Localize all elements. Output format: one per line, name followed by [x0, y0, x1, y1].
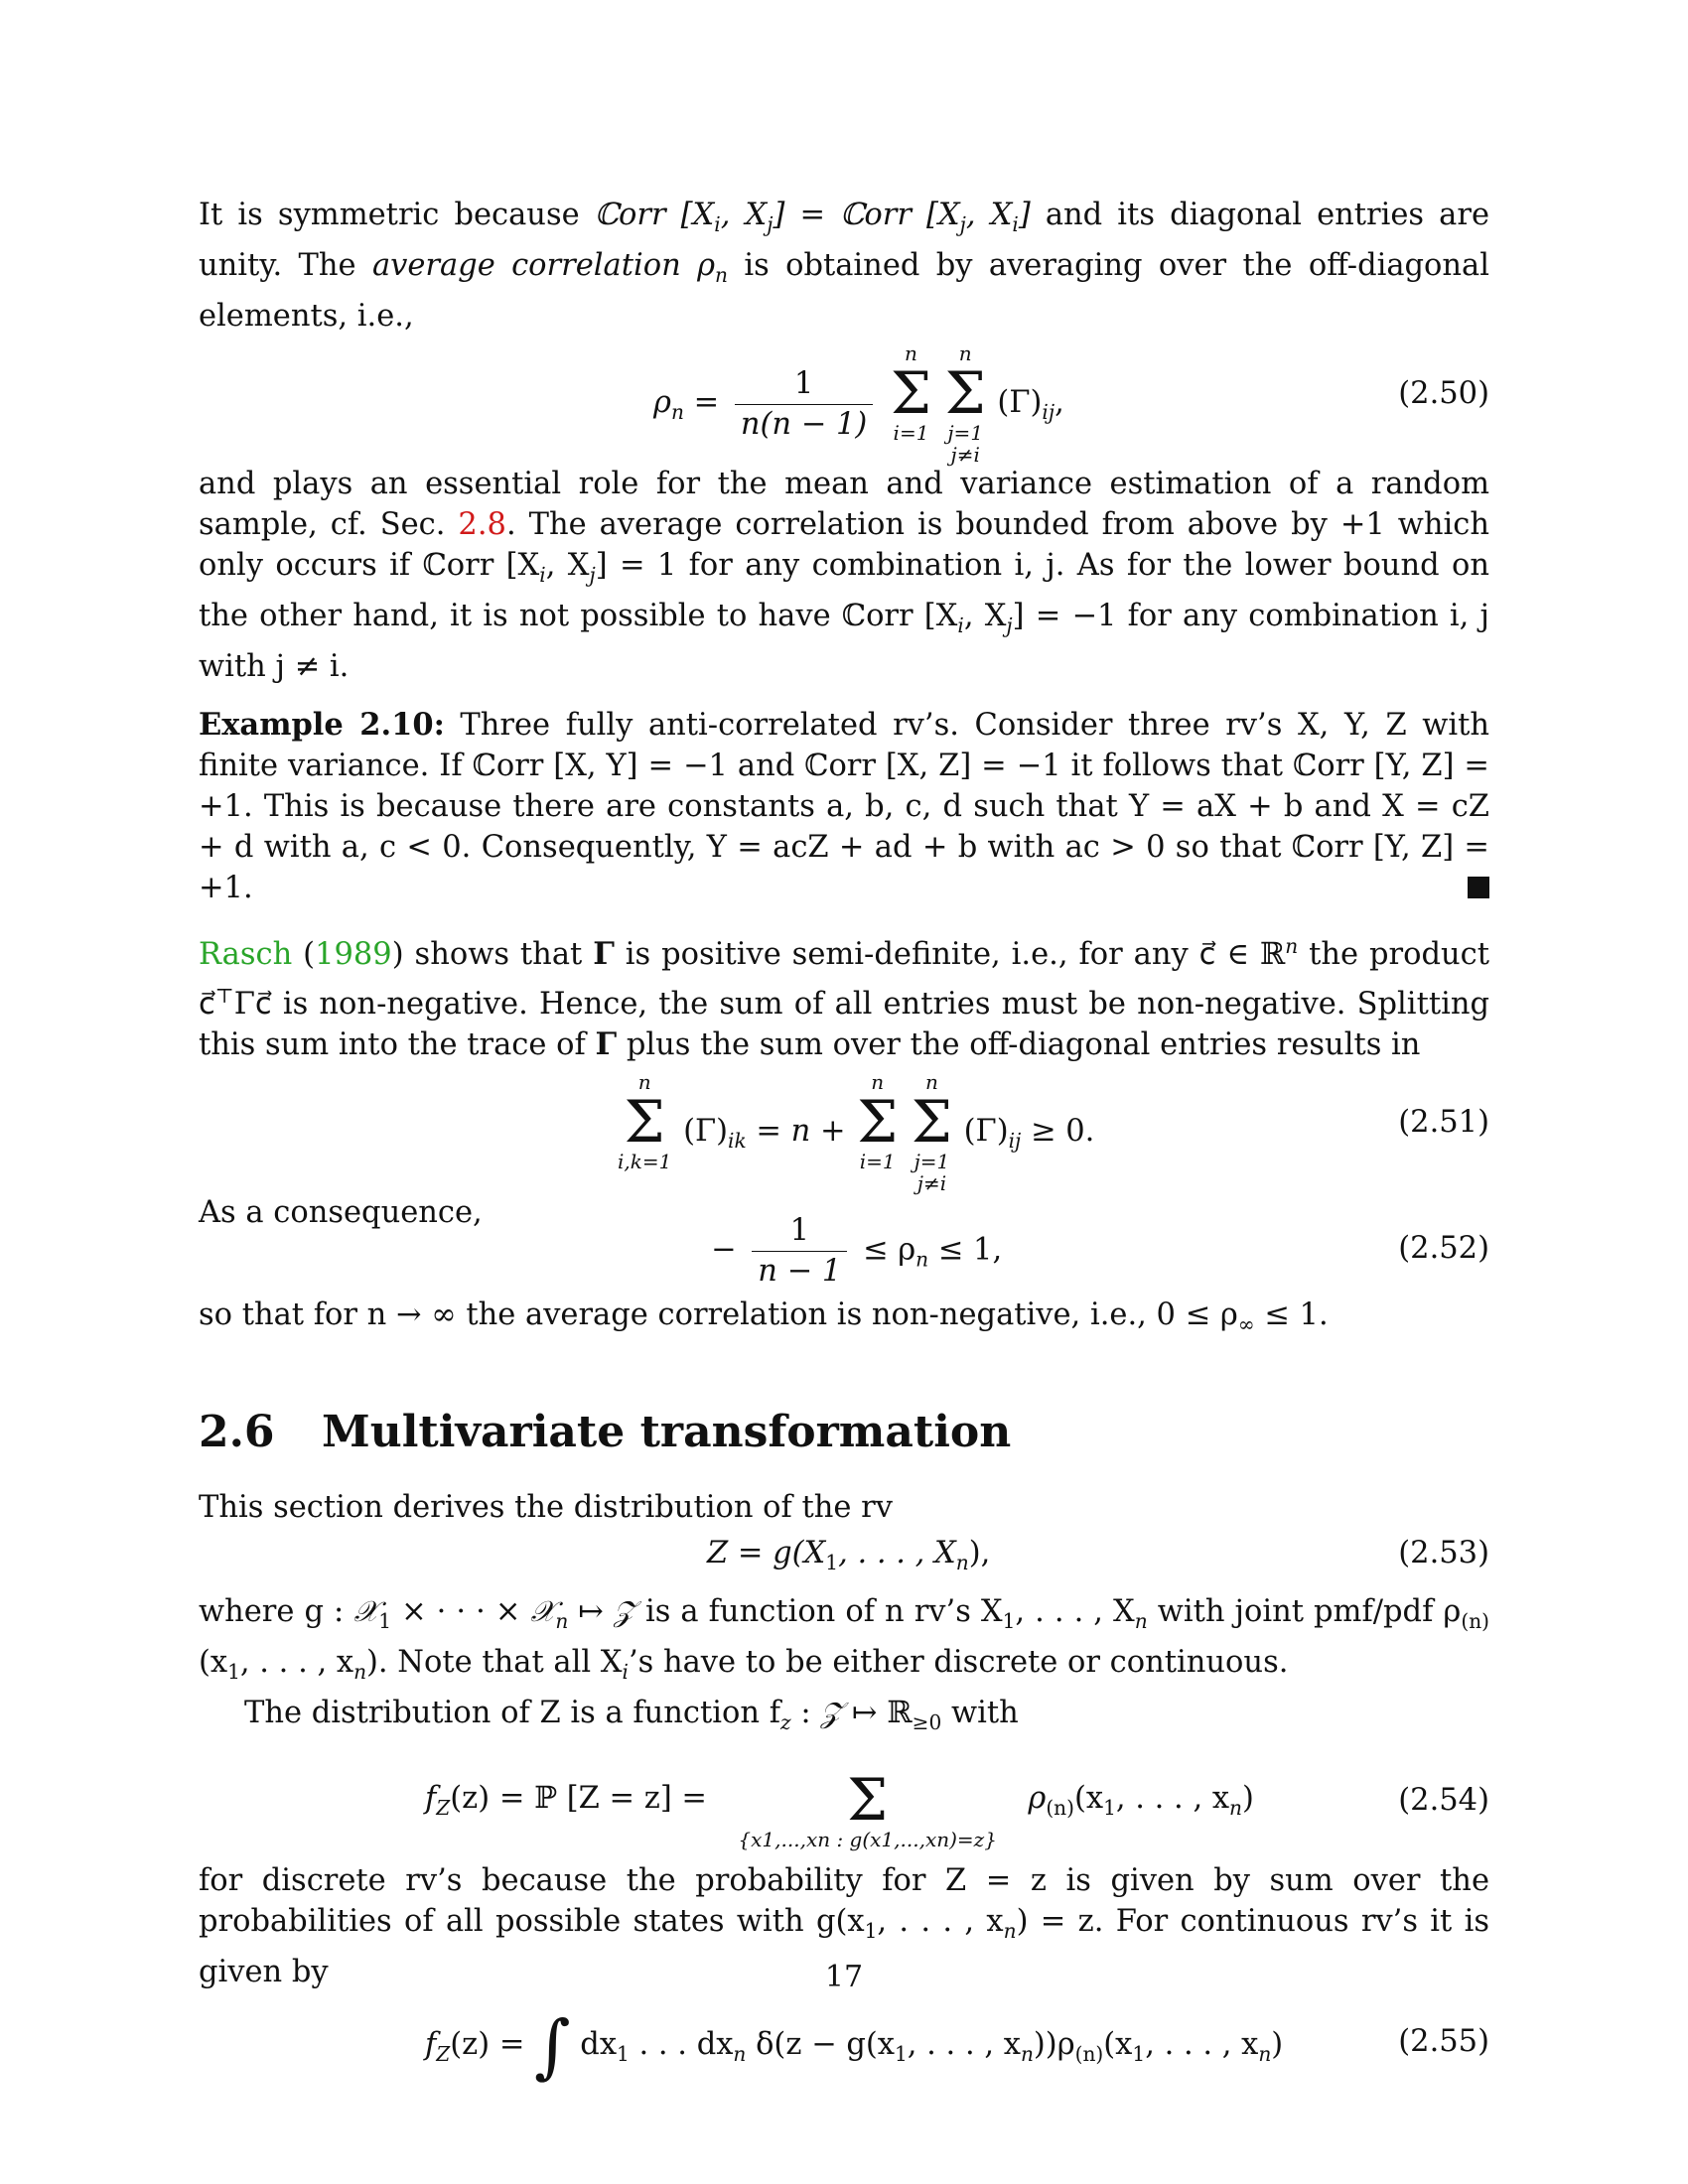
- paragraph-consequence: As a consequence,: [199, 1194, 483, 1230]
- citation-year-link[interactable]: 1989: [315, 937, 392, 973]
- section-heading: 2.6 Multivariate transformation: [199, 1406, 1012, 1457]
- paragraph-symmetric: It is symmetric because ℂorr [$X_i$, $X_j$] = ℂorr [$X_j$, $X_i$] and its diagonal entries are unity. The average correlation $\rho_n$ is obtained by averaging over the off-diagonal elements, i.e.,: [199, 198, 1489, 335]
- paragraph-section-intro: This section derives the distribution of the rv: [199, 1489, 893, 1525]
- page-number: 17: [824, 1960, 864, 1994]
- section-link[interactable]: 2.8: [458, 507, 506, 543]
- example-2-10: Example 2.10: Three fully anti-correlated rv’s. Consider three rv’s X, Y, Z with finite variance. If ℂorr [X, Y] = −1 and ℂorr [X, Z] = −1 it follows that ℂorr [Y, Z] = +1. This is because there are constants a, b, c, d such that Y = aX + b and X = cZ + d with a, c < 0. Consequently, Y = acZ + ad + b with ac > 0 so that ℂorr [Y, Z] = +1.: [199, 707, 1489, 906]
- equation-number: (2.53): [1398, 1535, 1489, 1570]
- qed-square: [1468, 877, 1489, 898]
- paragraph-rasch: Rasch (1989) shows that Γ is positive semi-definite, i.e., for any c⃗ ∈ ℝ$^n$ the product c⃗⊤Γc⃗ is non-negative. Hence, the sum of all entries must be non-negative. Splitting this sum into the trace of Γ plus the sum over the off-diagonal entries results in: [199, 934, 1489, 1062]
- equation-number: (2.54): [1398, 1783, 1489, 1819]
- paragraph-limit: so that for n → ∞ the average correlation is non-negative, i.e., $0 \le \rho_\infty \le 1$.: [199, 1297, 1329, 1336]
- equation-number: (2.52): [1398, 1230, 1489, 1266]
- equation-number: (2.55): [1398, 2024, 1489, 2060]
- page-content: [199, 195, 1489, 2102]
- equation-2-50: $\rho_n$ = $\frac{1}{n(n - 1)}$ n Σ i=1 n Σ j=1 j≠i $(\Gamma)_{ij}$, (2.50): [653, 341, 1489, 468]
- equation-2-55: $f_Z(z)$ = ∫ $dx_1$ . . . $dx_n$ $\delta(z - g(x_1$, . . . , $x_n))\rho_{(n)}(x_1$, . . . , $x_n$) (2.55): [425, 2005, 1489, 2088]
- equation-number: (2.50): [1398, 376, 1489, 412]
- equation-2-51: n Σ i,k=1 $(\Gamma)_{ik} = n$ + n Σ i=1 n Σ j=1 j≠i $(\Gamma)_{ij} \ge 0$. (2.51): [618, 1069, 1489, 1195]
- paragraph-discrete: for discrete rv’s because the probability for Z = z is given by sum over the probabilities of all possible states with $g(x_1$, . . . , $x_n) = z$. For continuous rv’s it is given by: [199, 1863, 1490, 1990]
- equation-number: (2.51): [1398, 1104, 1489, 1140]
- paragraph-function-definition: where g : 𝒳$_1$ × · · · × 𝒳$_n$ ↦ 𝒵 is a function of n rv’s $X_1$, . . . , $X_n$ with joint pmf/pdf $\rho_{(n)}(x_1$, . . . , $x_n$). Note that all $X_i’s$ have to be either discrete or continuous.: [199, 1593, 1489, 1684]
- equation-2-54: $f_Z(z)$ = ℙ [Z = z] = Σ {x1,...,xn : g(x1,...,xn)=z} $\rho_{(n)}(x_1$, . . . , $x_n$) (2.54): [425, 1766, 1489, 1852]
- paragraph-average-correlation: and plays an essential role for the mean and variance estimation of a random sample, cf. Sec. 2.8. The average correlation is bounded from above by +1 which only occurs if ℂorr [$X_i$, $X_j] = 1$ for any combination i, j. As for the lower bound on the other hand, it is not possible to have ℂorr [$X_i$, $X_j] = -1$ for any combination i, j with j ≠ i.: [199, 467, 1490, 685]
- citation-author-link[interactable]: Rasch: [199, 937, 293, 973]
- equation-2-53: $Z = g(X_1$, . . . , $X_n$), (2.53): [707, 1535, 1489, 1574]
- equation-2-52: − $\frac{1}{n - 1}$ ≤ $\rho_n \le 1$, (2.52): [711, 1212, 1489, 1289]
- paragraph-distribution: The distribution of Z is a function $f_z$ : 𝒵 ↦ ℝ$_{\ge 0}$ with: [244, 1695, 1019, 1735]
